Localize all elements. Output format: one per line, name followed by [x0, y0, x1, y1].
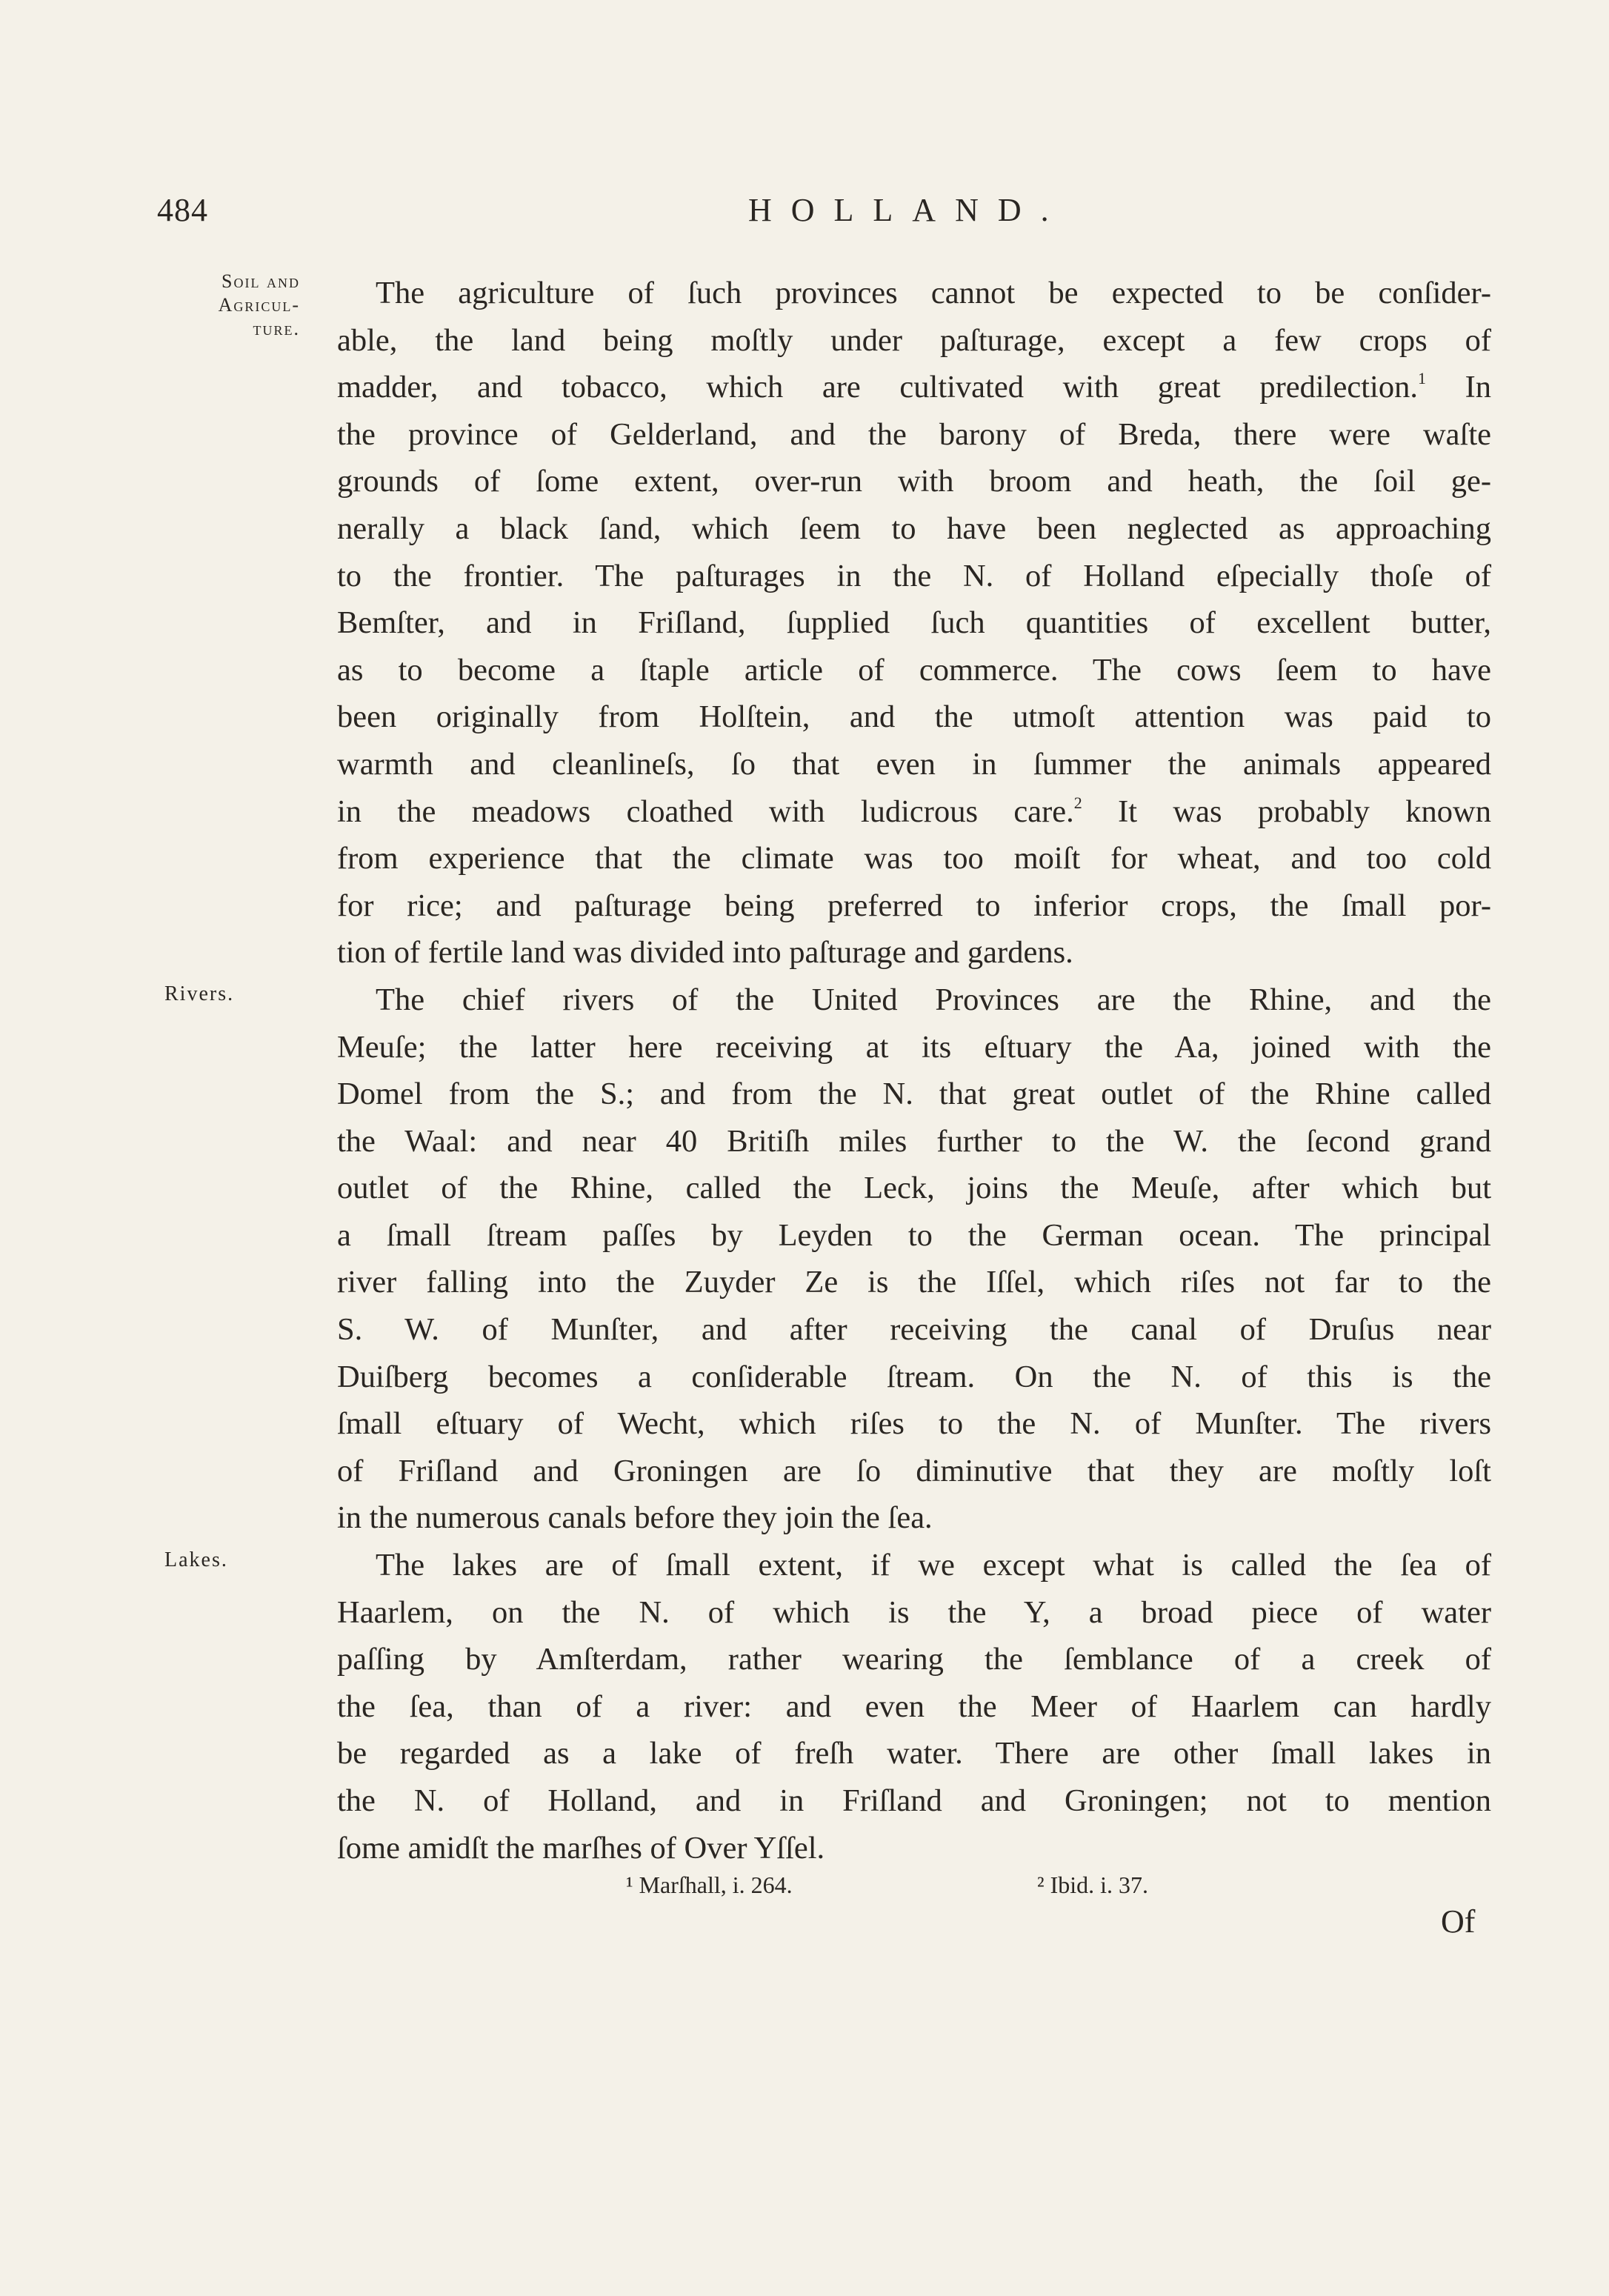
- text-line: be regarded as a lake of freſh water. There are other ſmall lakes in: [337, 1736, 1491, 1771]
- text-line: the Waal: and near 40 Britiſh miles further to the W. the ſecond grand: [337, 1123, 1491, 1159]
- text-line: S. W. of Munſter, and after receiving the canal of Druſus near: [337, 1312, 1491, 1348]
- text-line: able, the land being moſtly under paſturage, except a few crops of: [337, 322, 1491, 358]
- text-line: grounds of ſome extent, over-run with broom and heath, the ſoil ge-: [337, 464, 1491, 499]
- text-line: to the frontier. The paſturages in the N. of Holland eſpecially thoſe of: [337, 558, 1491, 593]
- text-line: nerally a black ſand, which ſeem to have been neglected as approaching: [337, 510, 1491, 546]
- text-line: a ſmall ſtream paſſes by Leyden to the German ocean. The principal: [337, 1217, 1491, 1253]
- text-line: tion of fertile land was divided into paſturage and gardens.: [337, 935, 1073, 971]
- footnote-2: ² Ibid. i. 37.: [1037, 1871, 1149, 1898]
- text-line: of Friſland and Groningen are ſo diminutive that they are moſtly loſt: [337, 1453, 1491, 1488]
- text-line: Haarlem, on the N. of which is the Y, a broad piece of water: [337, 1594, 1491, 1630]
- text-line: Domel from the S.; and from the N. that great outlet of the Rhine called: [337, 1077, 1491, 1112]
- text-line: The chief rivers of the United Provinces are the Rhine, and the: [376, 982, 1491, 1017]
- text-line: the province of Gelderland, and the barony of Breda, there were waſte: [337, 416, 1491, 452]
- text-line: the ſea, than of a river: and even the Meer of Haarlem can hardly: [337, 1688, 1491, 1724]
- text-line: [337, 788, 1491, 836]
- margin-note-rivers: Rivers.: [164, 982, 235, 1005]
- footnote-ref: 2: [1073, 793, 1082, 812]
- page-number: 484: [157, 192, 208, 228]
- text-line: The agriculture of ſuch provinces cannot be expected to be conſider-: [376, 276, 1491, 310]
- text-line: outlet of the Rhine, called the Leck, joins the Meuſe, after which but: [337, 1171, 1491, 1206]
- text-line: been originally from Holſtein, and the utmoſt attention was paid to: [337, 699, 1491, 735]
- text-line: Duiſberg becomes a conſiderable ſtream. On the N. of this is the: [337, 1359, 1491, 1394]
- text-line-part: In: [1425, 370, 1491, 405]
- body-text: [337, 270, 1491, 1871]
- text-line: Bemſter, and in Friſland, ſupplied ſuch quantities of excellent butter,: [337, 605, 1491, 641]
- text-line-part: It was probably known: [1082, 793, 1491, 829]
- margin-note-lakes: Lakes.: [164, 1548, 228, 1571]
- running-head: HOLLAND.: [748, 192, 1068, 228]
- text-line: as to become a ſtaple article of commerce. The cows ſeem to have: [337, 652, 1491, 688]
- margin-note-soil-line-2: Agricul-: [218, 294, 300, 316]
- footnote-1: ¹ Marſhall, i. 264.: [626, 1871, 793, 1898]
- catchword: Of: [1441, 1903, 1476, 1940]
- text-line: in the numerous canals before they join the ſea.: [337, 1500, 933, 1536]
- text-line: Meuſe; the latter here receiving at its eſtuary the Aa, joined with the: [337, 1029, 1491, 1065]
- text-line: river falling into the Zuyder Ze is the Iſſel, which riſes not far to the: [337, 1265, 1491, 1300]
- text-line: paſſing by Amſterdam, rather wearing the ſemblance of a creek of: [337, 1642, 1491, 1677]
- margin-note-soil-line-1: Soil and: [221, 270, 300, 292]
- text-line: for rice; and paſturage being preferred to inferior crops, the ſmall por-: [337, 888, 1491, 923]
- text-line-part: madder, and tobacco, which are cultivated with great predilection.: [337, 370, 1418, 405]
- text-line: The lakes are of ſmall extent, if we except what is called the ſea of: [376, 1548, 1491, 1583]
- text-line: the N. of Holland, and in Friſland and Groningen; not to mention: [337, 1783, 1491, 1818]
- text-line: ſome amidſt the marſhes of Over Yſſel.: [337, 1830, 825, 1866]
- footnote-ref: 1: [1417, 369, 1426, 388]
- text-line: [337, 364, 1491, 411]
- margin-note-soil-line-3: ture.: [253, 318, 300, 339]
- text-line: ſmall eſtuary of Wecht, which riſes to the N. of Munſter. The rivers: [337, 1406, 1491, 1442]
- margin-note-soil: [170, 270, 300, 341]
- text-line: warmth and cleanlineſs, ſo that even in ſummer the animals appeared: [337, 746, 1491, 782]
- text-line-part: in the meadows cloathed with ludicrous care.: [337, 793, 1074, 829]
- text-line: from experience that the climate was too moiſt for wheat, and too cold: [337, 841, 1491, 876]
